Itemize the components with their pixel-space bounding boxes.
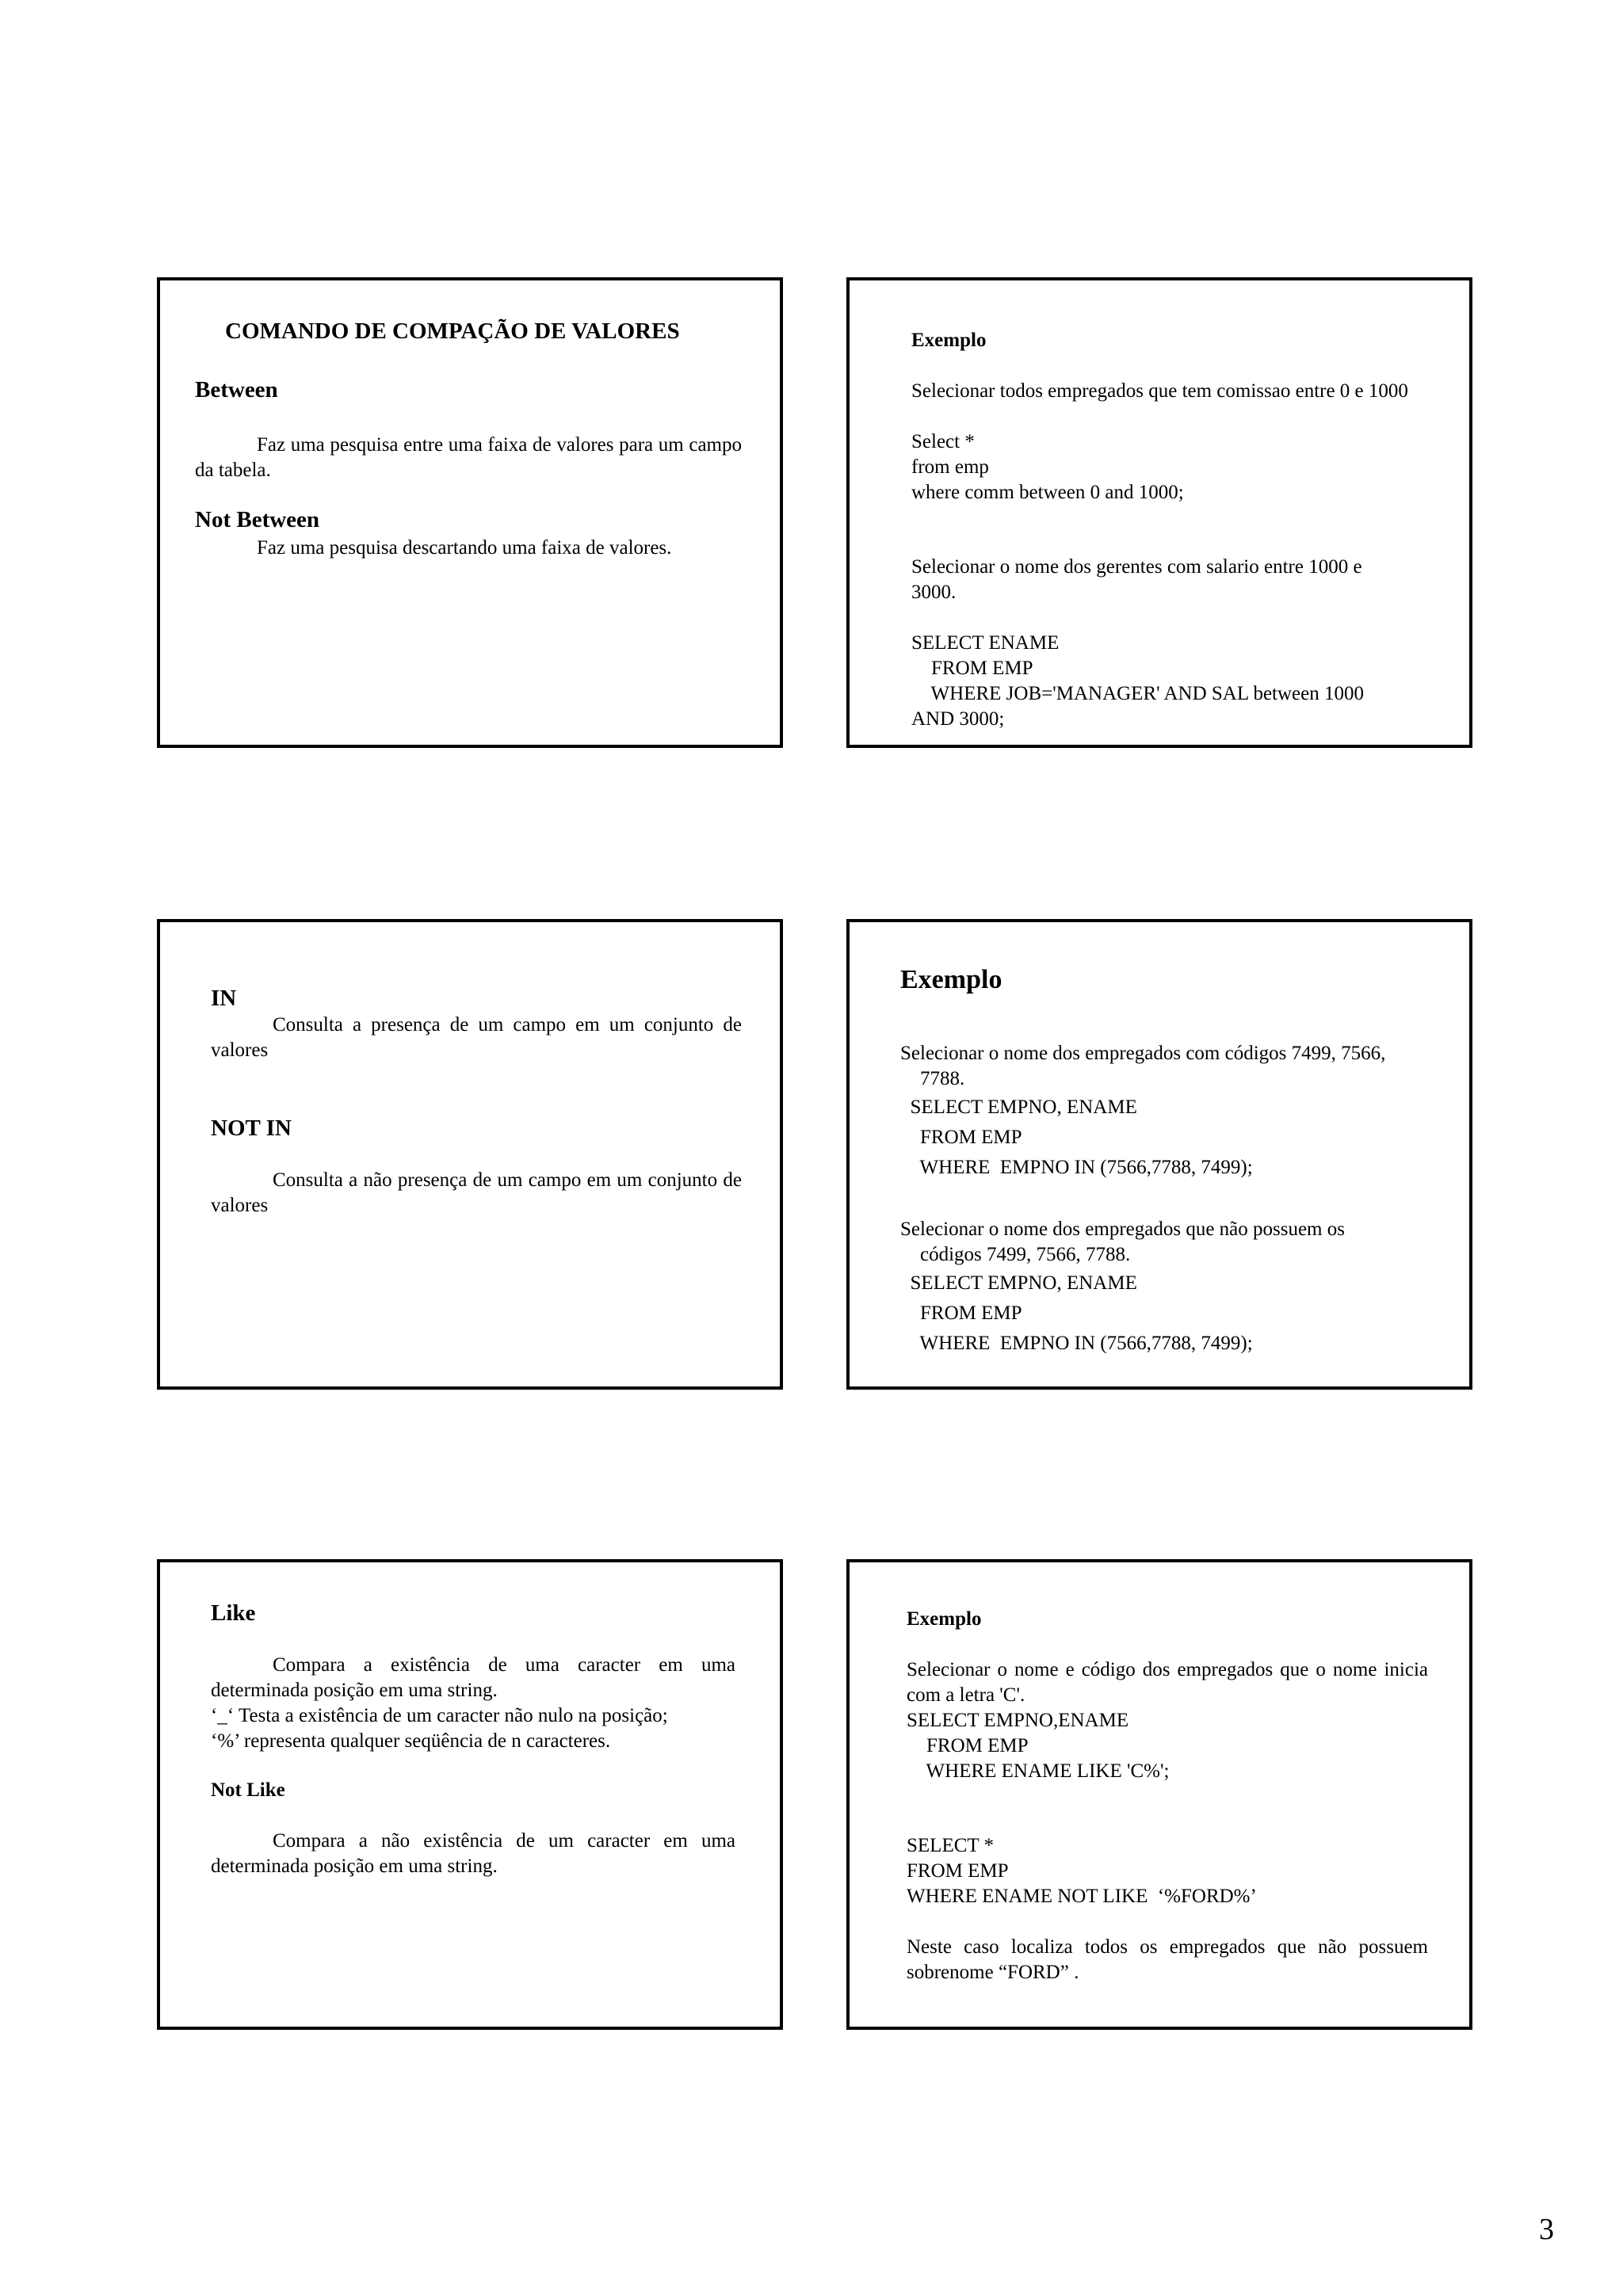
code-line: WHERE ENAME NOT LIKE ‘%FORD%’ — [907, 1886, 1257, 1907]
code-line: SELECT EMPNO,ENAME — [907, 1710, 1129, 1731]
like-description: Compara a existência de uma caracter em uma determinada posição em uma string. — [211, 1654, 735, 1701]
example-heading: Exemplo — [900, 965, 1002, 994]
code-line: FROM EMP — [907, 1735, 1029, 1756]
slide-between-example — [846, 277, 1472, 748]
code-line: SELECT ENAME — [911, 632, 1060, 654]
between-description: Faz uma pesquisa entre uma faixa de valores para um campo da tabela. — [195, 434, 742, 481]
code-line: FROM EMP — [900, 1127, 1022, 1148]
between-heading: Between — [195, 377, 278, 402]
like-underscore-rule: ‘_‘ Testa a existência de um caracter não nulo na posição; — [211, 1705, 668, 1726]
example-note: Neste caso localiza todos os empregados que não possuem sobrenome “FORD” . — [907, 1936, 1428, 1983]
code-line: WHERE ENAME LIKE 'C%'; — [907, 1760, 1170, 1782]
slide-comparison-commands — [157, 277, 783, 748]
not-between-heading: Not Between — [195, 507, 320, 532]
example-description: Selecionar todos empregados que tem comissao entre 0 e 1000 — [911, 380, 1408, 402]
slide-title: COMANDO DE COMPAÇÃO DE VALORES — [225, 318, 680, 344]
like-heading: Like — [211, 1600, 256, 1626]
code-line: from emp — [911, 456, 989, 478]
code-line: Select * — [911, 431, 975, 452]
example-description: Selecionar o nome dos empregados que não possuem os — [900, 1219, 1345, 1240]
not-like-heading: Not Like — [211, 1779, 285, 1801]
in-heading: IN — [211, 986, 237, 1011]
example-description: Selecionar o nome dos empregados com códigos 7499, 7566, — [900, 1043, 1386, 1064]
example-description: 3000. — [911, 582, 957, 603]
code-line: where comm between 0 and 1000; — [911, 482, 1184, 503]
page-number: 3 — [1539, 2213, 1554, 2246]
code-line: SELECT EMPNO, ENAME — [900, 1097, 1137, 1118]
example-heading: Exemplo — [907, 1608, 982, 1630]
slide-in-operator — [157, 919, 783, 1390]
not-like-description: Compara a não existência de um caracter em uma determinada posição em uma string. — [211, 1830, 735, 1877]
slide-like-example — [846, 1559, 1472, 2030]
code-line: SELECT EMPNO, ENAME — [900, 1272, 1137, 1294]
example-description: Selecionar o nome dos gerentes com salario entre 1000 e — [911, 556, 1362, 578]
example-description: 7788. — [900, 1068, 965, 1089]
code-line: FROM EMP — [911, 658, 1033, 679]
code-line: FROM EMP — [900, 1302, 1022, 1324]
like-percent-rule: ‘%’ representa qualquer seqüência de n caracteres. — [211, 1730, 611, 1752]
not-in-heading: NOT IN — [211, 1116, 292, 1141]
slide-in-example — [846, 919, 1472, 1390]
example-description: códigos 7499, 7566, 7788. — [900, 1244, 1131, 1265]
code-line: SELECT * — [907, 1835, 994, 1856]
code-line: FROM EMP — [907, 1860, 1009, 1882]
example-description: Selecionar o nome e código dos empregados que o nome inicia com a letra 'C'. — [907, 1659, 1428, 1706]
not-between-description: Faz uma pesquisa descartando uma faixa de valores. — [257, 537, 672, 559]
in-description: Consulta a presença de um campo em um conjunto de valores — [211, 1014, 742, 1061]
code-line: WHERE EMPNO IN (7566,7788, 7499); — [900, 1157, 1253, 1178]
code-line: WHERE EMPNO IN (7566,7788, 7499); — [900, 1333, 1253, 1354]
code-line: WHERE JOB='MANAGER' AND SAL between 1000 — [911, 683, 1364, 704]
code-line: AND 3000; — [911, 708, 1005, 730]
not-in-description: Consulta a não presença de um campo em um conjunto de valores — [211, 1169, 742, 1216]
slide-like-operator — [157, 1559, 783, 2030]
example-heading: Exemplo — [911, 330, 987, 351]
